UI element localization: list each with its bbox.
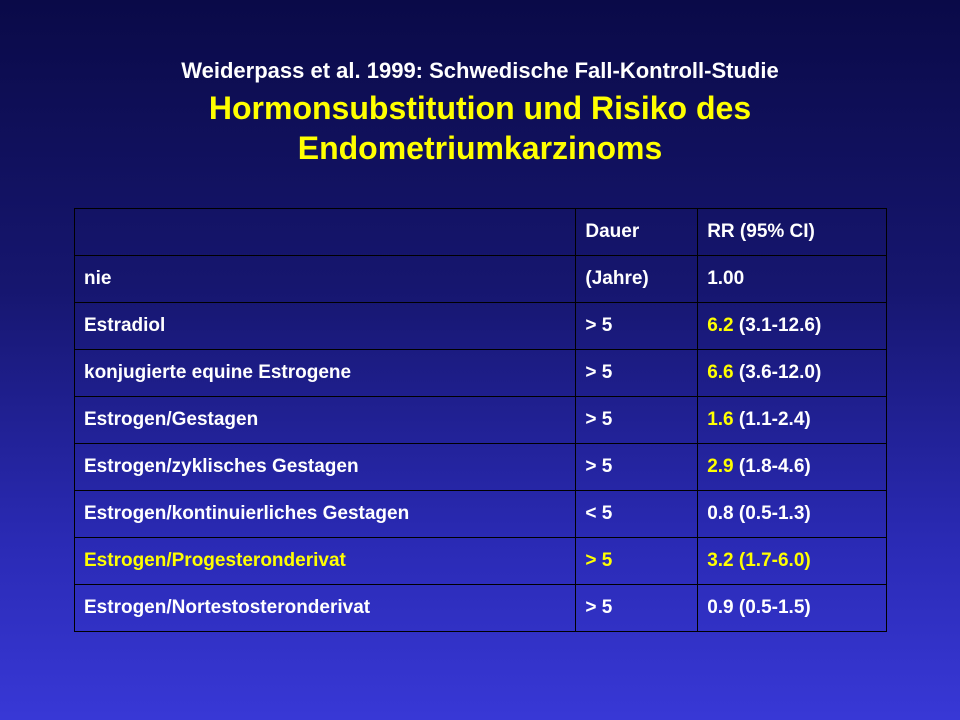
row-label: konjugierte equine Estrogene [75,350,576,397]
row-label: nie [75,256,576,303]
row-label: Estrogen/kontinuierliches Gestagen [75,491,576,538]
row-rr [698,303,887,350]
rr-value: 1.00 [707,268,745,289]
rr-value: 6.6 [707,362,734,383]
rr-ci: (3.1-12.6) [733,315,822,336]
row-label: Estrogen/Progesteronderivat [75,538,576,585]
row-duration: > 5 [576,585,698,632]
table-row [75,585,887,632]
row-label: Estrogen/zyklisches Gestagen [75,444,576,491]
rr-value: 3.2 [707,550,734,571]
header-cell-empty [75,209,576,256]
rr-ci: (1.7-6.0) [733,550,811,571]
row-duration: < 5 [576,491,698,538]
row-duration: > 5 [576,538,698,585]
rr-value: 1.6 [707,409,734,430]
slide-title-line-2: Endometriumkarzinoms [297,130,663,166]
row-duration: (Jahre) [576,256,698,303]
table-row-highlighted [75,538,887,585]
row-duration: > 5 [576,397,698,444]
row-rr [698,444,887,491]
row-rr [698,491,887,538]
table-row [75,397,887,444]
study-citation: Weiderpass et al. 1999: Schwedische Fall-Kontroll-Studie [181,58,779,83]
row-label: Estrogen/Nortestosteronderivat [75,585,576,632]
rr-value: 2.9 [707,456,734,477]
rr-ci: (0.5-1.5) [733,597,811,618]
table-row [75,444,887,491]
rr-ci: (1.8-4.6) [733,456,811,477]
table-row [75,350,887,397]
row-label: Estradiol [75,303,576,350]
row-rr [698,585,887,632]
rr-value: 0.9 [707,597,734,618]
row-duration: > 5 [576,350,698,397]
row-label: Estrogen/Gestagen [75,397,576,444]
row-rr [698,538,887,585]
header-cell-duration: Dauer [576,209,698,256]
table-row [75,303,887,350]
rr-value: 6.2 [707,315,734,336]
header-cell-rr: RR (95% CI) [698,209,887,256]
row-duration: > 5 [576,444,698,491]
table-row [75,256,887,303]
table-header-row [75,209,887,256]
slide-title [0,88,960,168]
rr-value: 0.8 [707,503,734,524]
rr-ci: (0.5-1.3) [733,503,811,524]
slide-title-line-1: Hormonsubstitution und Risiko des [208,90,752,126]
rr-ci: (3.6-12.0) [733,362,822,383]
rr-ci: (1.1-2.4) [733,409,811,430]
row-rr [698,397,887,444]
row-rr [698,350,887,397]
slide-header [0,56,960,168]
table-row [75,491,887,538]
row-rr [698,256,887,303]
row-duration: > 5 [576,303,698,350]
risk-table [74,208,887,632]
